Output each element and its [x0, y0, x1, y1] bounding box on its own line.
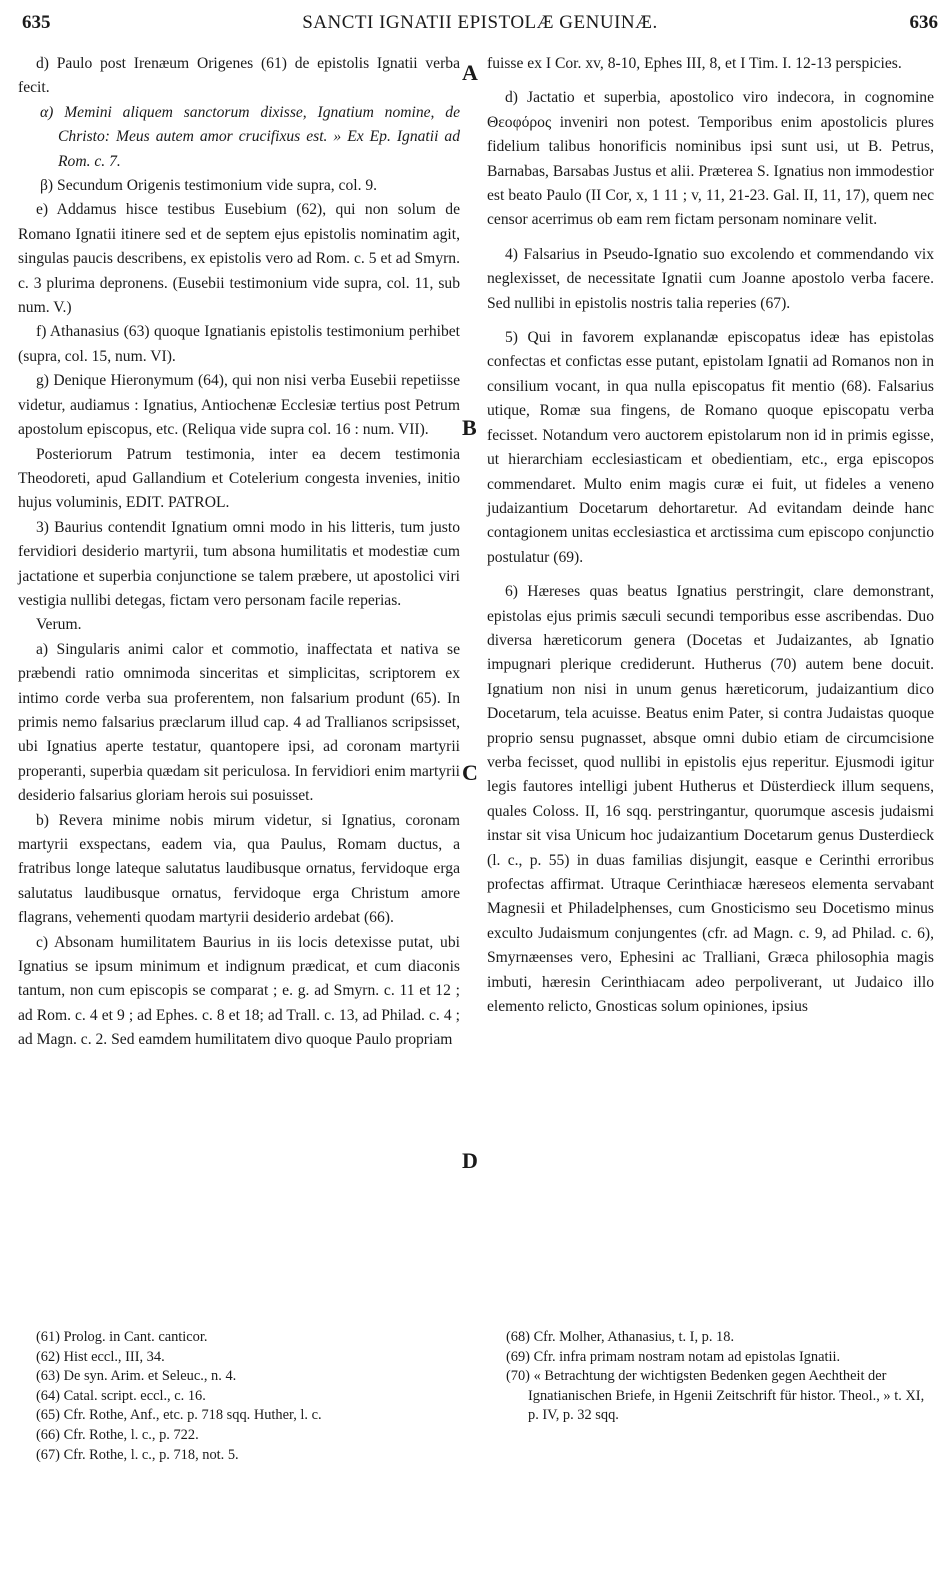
paragraph-verum: Verum. — [36, 616, 82, 634]
left-column — [18, 52, 460, 1053]
paragraph-f-athanasius: f) Athanasius (63) quoque Ignatianis epistolis testimonium perhibet (supra, col. 15, num. VI). — [18, 323, 460, 365]
footnote-65: (65) Cfr. Rothe, Anf., etc. p. 718 sqq. Huther, l. c. — [36, 1407, 322, 1424]
paragraph-5-episcopatus: 5) Qui in favorem explanandæ episcopatus ideæ has epistolas confectas et confictas esse putant, epistolam Ignatii ad Romanos non in consilium vocant, in qua nulla episcopatus fit mentio (68). Falsarius utique, Romæ sua fingens, de Romano quoque episcopatu verba fecisset. Notandum vero auctorem epistolarum non id in primis egisse, ut hierarchiam ecclesiasticam et obedientiam, etc., erga episcopos commendaret. Multo enim magis curæ ei fuit, ut fideles a veneno judaizantium Docetarum dehortaretur. Ad evitandam deinde hanc contagionem unitas ecclesiastica et arctissima cum episcopo conjunctio postulatur (69). — [487, 329, 934, 566]
margin-letter-a: A — [462, 60, 478, 85]
paragraph-4-falsarius: 4) Falsarius in Pseudo-Ignatio suo excolendo et commendando vix neglexisset, de necessitate Ignatii cum Joanne apostolo verba facere. Sed nullibi in epistolis nostris talia reperies (67). — [487, 245, 934, 312]
page-header — [22, 12, 938, 38]
paragraph-alpha: α) Memini aliquem sanctorum dixisse, Ignatium nomine, de Christo: Meus autem amor crucifixus est. » Ex Ep. Ignatii ad Rom. c. 7. — [40, 103, 460, 170]
running-title: SANCTI IGNATII EPISTOLÆ GENUINÆ. — [302, 12, 658, 33]
left-page-number: 635 — [22, 12, 51, 33]
right-column — [487, 52, 934, 1019]
paragraph-a-singularis: a) Singularis animi calor et commotio, inaffectata et nativa se præbendi ratio omnimoda sinceritas et simplicitas, scriptorem ex intimo corde verba sua proferentem, non falsarium produnt (65). In primis nemo falsarius præclarum illud cap. 4 ad Trallianos scripsisset, ubi Ignatius aperte testatur, quantopere ipsi, ad coronam martyrii properanti, superbia quædam sit periculosa. In fervidiori enim martyrii desiderio falsarius gloriam herois sui posuisset. — [18, 640, 460, 805]
paragraph-6-haereses: 6) Hæreses quas beatus Ignatius perstringit, clare demonstrant, epistolas ejus primis sæculi secundi temporibus esse ascribendas. Duo diversa hæreticorum genera (Docetas et Judaizantes, ab Ignatio impugnari plerique crediderunt. Hutherus (70) autem bene docuit. Ignatium non nisi in unum genus hæreticorum, judaizantium dico Docetarum, tela acuisse. Beatus enim Pater, si contra Judaistas quoque proprio sensu pugnasset, absque omni dubio etiam de circumcisione verba fecisset, quod nullibi in epistolis ejus reperitur. Ejusmodi igitur legis fautores intelligi jubent Hutherus et Düsterdieck illum sequens, quales Coloss. II, 16 sqq. perstringantur, quorumque ascesis judaismi instar sit visa Unicum hoc judaizantium Docetarum genus Dusterdieck (l. c., p. 55) in duas familias disjungit, easque e Cerinthi erroribus profectas affirmat. Utraque Cerinthiacæ hæreseos elementa servabant Magnesii et Philadelphenses, cum Gnosticismo seu Docetismo minus exculto Judaismum conjungentes (cfr. ad Magn. c. 9, ad Philad. c. 6), Smyrnæenses vero, Ephesini ac Tralliani, Græca philosophia magis imbuti, hæresin Cerinthiacam adeo perpoliverant, ut Judaico illo elemento relicto, Gnosticas solum opiniones, ipsius — [487, 583, 934, 1016]
margin-letter-b: B — [462, 415, 477, 440]
footnote-66: (66) Cfr. Rothe, l. c., p. 722. — [36, 1426, 199, 1443]
paragraph-fuisse: fuisse ex I Cor. xv, 8-10, Ephes III, 8, et I Tim. I. 12-13 perspicies. — [487, 55, 902, 72]
footnote-64: (64) Catal. script. eccl., c. 16. — [36, 1387, 206, 1404]
paragraph-3-baurius: 3) Baurius contendit Ignatium omni modo in his litteris, tum justo fervidiori desiderio martyrii, tum absona humilitatis et modestiæ cum jactatione et superbia conjunctione se talem præbere, ut apostolici viri vestigia nullibi detegas, fictam vero personam facile reperias. — [18, 518, 460, 609]
margin-letter-c: C — [462, 760, 478, 785]
footnote-63: (63) De syn. Arim. et Seleuc., n. 4. — [36, 1368, 237, 1385]
paragraph-posteriorum: Posteriorum Patrum testimonia, inter ea decem testimonia Theodoreti, apud Gallandium et Cotelerium congesta invenies, initio hujus voluminis, EDIT. PATROL. — [18, 445, 460, 512]
paragraph-g-hieronymus: g) Denique Hieronymum (64), qui non nisi verba Eusebii repetiisse videtur, audiamus : Ignatius, Antiochenæ Ecclesiæ tertius post Petrum apostolum episcopus, etc. (Reliqua vide supra col. 16 : num. VII). — [18, 372, 460, 439]
paragraph-b-revera: b) Revera minime nobis mirum videtur, si Ignatius, coronam martyrii exspectans, eadem via, qua Paulus, Romam ductus, a fratribus longe lateque salutatus laudibusque ornatus, fervidoque erga salutatus laudibusque ornatus, fervidoque erga Christum amore flagrans, vehementi quodam martyrii desiderio ardebat (66). — [18, 811, 460, 927]
paragraph-beta: β) Secundum Origenis testimonium vide supra, col. 9. — [40, 177, 378, 195]
footnote-69: (69) Cfr. infra primam nostram notam ad epistolas Ignatii. — [506, 1348, 841, 1365]
paragraph-e-eusebius: e) Addamus hisce testibus Eusebium (62), qui non solum de Romano Ignatii itinere sed et de septem ejus epistolis nominatim agit, singulas paucis describens, ex epistolis vero ad Rom. c. 5 et ad Smyrn. c. 3 plurima depronens. (Eusebii testimonium vide supra, col. 11, sub num. V.) — [18, 201, 460, 317]
footnote-68: (68) Cfr. Molher, Athanasius, t. I, p. 18. — [506, 1329, 735, 1345]
paragraph-d-jactatio: d) Jactatio et superbia, apostolico viro indecora, in cognomine Θεοφόρος inveniri non potest. Temporibus enim apostolicis plures fidelium talibus honorificis nominibus ipsi sunt usi, ut B. Petrus, Barnabas, Barsabas Justus et alii. Præterea S. Ignatius non immodestior est beato Paulo (II Cor, x, 1 11 ; v, 11, 21-23. Gal. II, 11, 17), quem nec censor acerrimus ob eam rem fictam personam nominare velit. — [487, 89, 934, 229]
footnote-61: (61) Prolog. in Cant. canticor. — [36, 1329, 208, 1345]
footnotes-left — [36, 1328, 456, 1465]
margin-letter-d: D — [462, 1148, 478, 1173]
paragraph-c-absonam: c) Absonam humilitatem Baurius in iis locis detexisse putat, ubi Ignatius se ipsum minimum et indignum prædicat, et cum diaconis tantum, non cum episcopis se comparat ; e. g. ad Smyrn. c. 11 et 12 ; ad Rom. c. 4 et 9 ; ad Ephes. c. 8 et 18; ad Trall. c. 13, ad Philad. c. 4 ; ad Magn. c. 2. Sed eamdem humilitatem divo quoque Paulo propriam — [18, 933, 460, 1049]
paragraph-d-origenes: d) Paulo post Irenæum Origenes (61) de epistolis Ignatii verba fecit. — [18, 55, 460, 97]
footnote-70: (70) « Betrachtung der wichtigsten Bedenken gegen Aechtheit der Ignatianischen Briefe, in Hgenii Zeitschrift für histor. Theol., » t. XI, p. IV, p. 32 sqq. — [506, 1368, 925, 1424]
right-page-number: 636 — [909, 12, 938, 33]
footnotes-right — [506, 1328, 936, 1426]
footnote-62: (62) Hist eccl., III, 34. — [36, 1348, 165, 1365]
footnote-67: (67) Cfr. Rothe, l. c., p. 718, not. 5. — [36, 1446, 239, 1463]
